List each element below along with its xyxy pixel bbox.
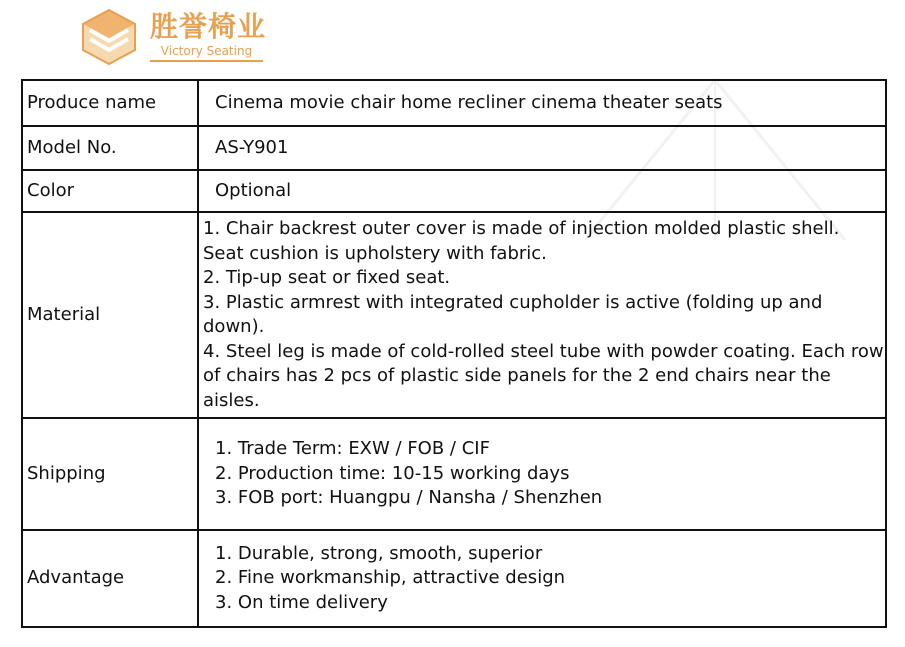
model-no-label: Model No.	[22, 126, 198, 170]
shipping-label: Shipping	[22, 418, 198, 530]
brand-name-en: Victory Seating	[150, 43, 263, 62]
model-no-value: AS-Y901	[198, 126, 886, 170]
material-value	[198, 212, 886, 418]
color-label: Color	[22, 170, 198, 212]
shipping-item: 2. Production time: 10-15 working days	[215, 462, 570, 484]
row-product-name	[22, 80, 886, 126]
product-name-label: Produce name	[22, 80, 198, 126]
advantage-value	[198, 530, 886, 627]
brand-name-cn: 胜誉椅业	[150, 10, 267, 43]
material-item: 4. Steel leg is made of cold-rolled steel tube with powder coating. Each row of chairs has 2 pcs of plastic side panels for the 2 end chairs near the aisles.	[203, 340, 884, 411]
row-color	[22, 170, 886, 212]
row-shipping	[22, 418, 886, 530]
advantage-item: 3. On time delivery	[215, 591, 388, 613]
material-item: 3. Plastic armrest with integrated cupholder is active (folding up and down).	[203, 291, 823, 337]
stacked-chevron-cube-icon	[80, 8, 138, 66]
shipping-item: 1. Trade Term: EXW / FOB / CIF	[215, 438, 490, 460]
row-model-no	[22, 126, 886, 170]
shipping-value	[198, 418, 886, 530]
shipping-item: 3. FOB port: Huangpu / Nansha / Shenzhen	[215, 487, 603, 509]
advantage-item: 1. Durable, strong, smooth, superior	[215, 542, 543, 564]
row-advantage	[22, 530, 886, 627]
spec-table	[21, 79, 887, 628]
material-label: Material	[22, 212, 198, 418]
material-item: 1. Chair backrest outer cover is made of injection molded plastic shell. Seat cushion is upholstery with fabric.	[203, 218, 840, 264]
row-material	[22, 212, 886, 418]
color-value: Optional	[198, 170, 886, 212]
product-name-value: Cinema movie chair home recliner cinema theater seats	[198, 80, 886, 126]
advantage-item: 2. Fine workmanship, attractive design	[215, 567, 566, 589]
material-item: 2. Tip-up seat or fixed seat.	[203, 267, 451, 288]
advantage-label: Advantage	[22, 530, 198, 627]
